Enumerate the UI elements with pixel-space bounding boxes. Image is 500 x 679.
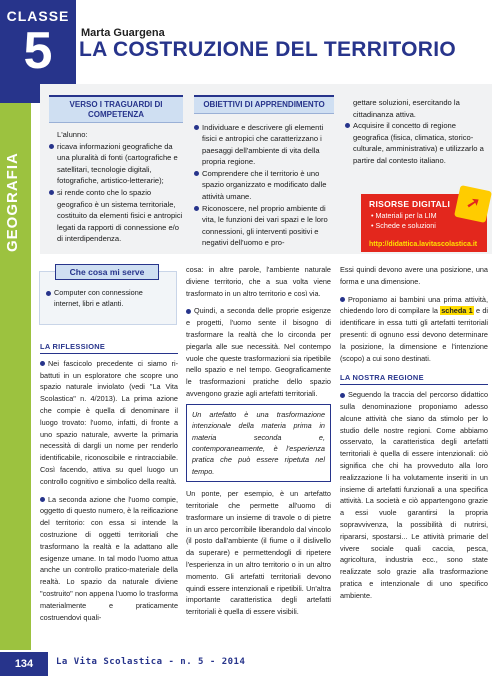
resources-link[interactable]: http://didattica.lavitascolastica.it	[369, 241, 478, 248]
paragraph: e di identificare in essa tutti gli artefatti territoriali presenti: di ognuno essi devono determinare la posizione, la dimensione e l'intenzione (scopo) a cui sono destinati.	[340, 306, 488, 363]
bullet-icon	[40, 361, 45, 366]
cursor-click-icon: ➚	[454, 185, 492, 223]
list-item: Comprendere che il territorio è uno spazio organizzato e modificato dalle attività umane.	[194, 168, 334, 203]
digital-resources-box	[361, 194, 487, 252]
materials-box	[39, 267, 177, 325]
list-item: ricava informazioni geografiche da una pluralità di fonti (cartografiche e satellitari, tecnologie digitali, fotografiche, artistico-letterarie);	[49, 141, 183, 187]
bullet-icon	[340, 393, 345, 398]
class-label: CLASSE	[6, 8, 70, 24]
traguardi-intro: L'alunno:	[57, 130, 88, 139]
section-heading: LA NOSTRA REGIONE	[340, 372, 488, 385]
paragraph: La seconda azione che l'uomo compie, oggetto di questo numero, è la reificazione del territorio: con essa si intende la costruzione di oggetti territoriali che trasformano la realtà e la adattano alle esigenze umane. In tal modo l'uomo attua anche un controllo pratico-materiale della realtà. Lo spazio da naturale diviene "costruito" non appena l'uomo lo trasforma materialmente e praticamente costruendovi quali-	[40, 494, 178, 622]
obiettivi-cont-text: gettare soluzioni, esercitando la cittadinanza attiva.	[353, 98, 460, 119]
digital-resources-title: RISORSE DIGITALI	[369, 199, 451, 209]
obiettivi-column-cont	[345, 97, 485, 167]
obiettivi-column	[194, 95, 334, 249]
paragraph: Proponiamo ai bambini una prima attività, chiedendo loro di compilare la	[340, 294, 488, 316]
list-item: Riconoscere, nel proprio ambiente di vita, le funzioni dei vari spazi e le loro connessioni, gli interventi positivi e negativi dell'uomo e pro-	[194, 203, 334, 249]
paragraph: Seguendo la traccia del percorso didattico sulla denominazione proponiamo adesso alcune attività che siano da stimolo per lo studio delle nostre regioni. Come abbiamo osservato, la caratteristica degli artefatti territoriali è quella di essere intenzionali: ciò significa che chi ha provveduto alla loro realizzazione li ha volutamente inseriti in un insieme di artefatti funzionali a una specifica attività. La società e ciò appartengono grazie a essi vuole garantirsi la propria sopravvivenza, la possibilità di nutrirsi, ripararsi, spostarsi... Le attività primarie del vivere sociale quali caccia, pesca, agricoltura, industria ecc., sono state realizzate solo grazie alla trasformazione pratica e intenzionale di uno specifico ambiente.	[340, 390, 488, 600]
list-item: si rende conto che lo spazio geografico è un sistema territoriale, costituito da elementi fisici e antropici legati da rapporti di connessione e/o di interdipendenza.	[49, 187, 183, 245]
class-number: 5	[23, 22, 53, 80]
paragraph: Nei fascicolo precedente ci siamo ri-battuti in un esploratore che scopre uno spazio naturale inviolato (vedi "La Vita Scolastica" n. 4/2013). La prima azione che compie è quella di denominare il luogo trovato: l'uomo, infatti, di fronte a uno spazio naturale, avverte la primaria necessità di dargli un nome per renderlo identificabile, riconoscibile e rintracciabile. Così facendo, attiva su quel luogo un controllo cognitivo e simbolico della realtà.	[40, 358, 178, 486]
author-name: Marta Guargena	[81, 27, 165, 39]
body-column-1	[40, 333, 178, 623]
scheda-highlight: scheda 1	[441, 306, 473, 316]
paragraph: Un ponte, per esempio, è un artefatto territoriale che permette all'uomo di trasformare un insieme di travole o di pietre in un arco percorribile liberandolo dal vincolo (il posto dall'ambiente (il fiume o il dislivello da superare) e permettendogli di ripetere l'esperienza in un altro territorio o in un altro momento. Gli artefatti territoriali devono quindi essere intenzionali e ripetibili. Un'altra importante caratteristica degli artefatti territoriali è quella di essere visibili.	[186, 489, 331, 617]
paragraph: Quindi, a seconda delle proprie esigenze e progetti, l'uomo sente il bisogno di trasformare la realtà che lo circonda per piegarla alle sue necessità. Nel contempo vuole che queste trasformazioni sia ripetibile nello spazio e nel tempo. Geograficamente le trasformazioni pratiche dello spazio avvengono grazie agli artefatti territoriali.	[186, 306, 331, 398]
materials-text: Computer con connessione internet, libri e atlanti.	[46, 288, 171, 309]
obiettivi-tag: OBIETTIVI DI APPRENDIMENTO	[194, 95, 334, 114]
bullet-icon	[186, 309, 191, 314]
traguardi-column	[49, 95, 183, 245]
paragraph: cosa: in altre parole, l'ambiente naturale diviene territorio, che a sua volta viene trasformato in un altro territorio e così via.	[186, 265, 331, 298]
body-column-3	[340, 264, 488, 602]
resource-item: • Schede e soluzioni	[371, 221, 436, 230]
definition-box: Un artefatto è una trasformazione intenzionale della materia prima in materia seconda e, contemporaneamente, è l'esperienza pratica che può essere ripetuta nel tempo.	[186, 404, 331, 482]
materials-title: Che cosa mi serve	[55, 264, 159, 280]
page-footer	[0, 652, 500, 679]
subject-label: GEOGRAFIA	[4, 152, 21, 252]
page-number: 134	[0, 652, 48, 676]
magazine-name: La Vita Scolastica - n. 5 - 2014	[56, 657, 246, 667]
section-heading: LA RIFLESSIONE	[40, 341, 178, 354]
page-title: LA COSTRUZIONE DEL TERRITORIO	[79, 38, 456, 61]
body-column-2	[186, 264, 331, 618]
paragraph: Essi quindi devono avere una posizione, una forma e una dimensione.	[340, 265, 488, 286]
traguardi-tag: VERSO I TRAGUARDI DI COMPETENZA	[49, 95, 183, 123]
bullet-icon	[40, 497, 45, 502]
list-item: Acquisire il concetto di regione geografica (fisica, climatica, storico-culturale, amministrativa) e utilizzarlo a partire dal contesto italiano.	[345, 120, 485, 166]
bullet-icon	[340, 297, 345, 302]
resource-item: • Materiali per la LIM	[371, 211, 437, 220]
list-item: Individuare e descrivere gli elementi fisici e antropici che caratterizzano i paesaggi dell'ambiente di vita della propria regione.	[194, 122, 334, 168]
